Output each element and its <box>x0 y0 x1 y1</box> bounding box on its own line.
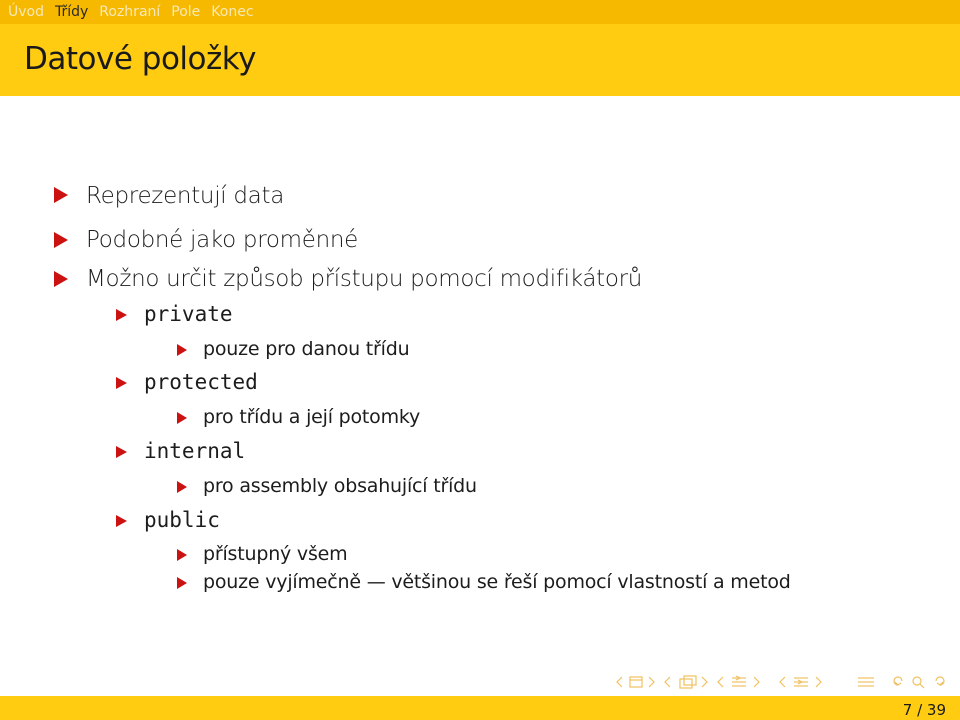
page-current: 7 <box>902 701 913 719</box>
nav-subsection-left-icon[interactable] <box>665 677 670 687</box>
nav-section-icon[interactable] <box>732 676 746 686</box>
frame-title: Datové položky <box>24 41 256 77</box>
nav-frame-right-icon[interactable] <box>649 677 654 687</box>
bullet-triangle-icon <box>116 515 127 527</box>
modifier-public-description-1: přístupný všem <box>203 543 348 565</box>
bullet-podobne-jako-promenne: Podobné jako proměnné <box>86 227 358 253</box>
section-navigation-bar <box>0 0 960 24</box>
page-number <box>903 701 946 719</box>
nav-align-icon[interactable] <box>858 678 874 686</box>
nav-item-konec[interactable]: Konec <box>211 4 254 20</box>
footer-bar <box>0 696 960 720</box>
bullet-triangle-icon <box>54 271 68 287</box>
bullet-triangle-icon <box>177 344 187 356</box>
bullet-triangle-icon <box>177 412 187 424</box>
nav-frame-left-icon[interactable] <box>617 677 622 687</box>
nav-subsection-right-icon[interactable] <box>702 677 707 687</box>
bullet-reprezentuji-data: Reprezentují data <box>86 183 284 209</box>
modifier-public-description-2: pouze vyjímečně — většinou se řeší pomocí vlastností a metod <box>203 571 791 593</box>
nav-item-rozhrani[interactable]: Rozhraní <box>99 4 161 20</box>
nav-subsection-icon[interactable] <box>680 676 696 688</box>
modifier-protected-description: pro třídu a její potomky <box>203 406 421 428</box>
nav-document-right-icon[interactable] <box>816 677 821 687</box>
bullet-triangle-icon <box>116 309 127 321</box>
modifier-internal-description: pro assembly obsahující třídu <box>203 475 477 497</box>
bullet-triangle-icon <box>177 549 187 561</box>
bullet-triangle-icon <box>116 446 127 458</box>
modifier-private-description: pouze pro danou třídu <box>203 338 410 360</box>
nav-item-uvod[interactable]: Úvod <box>8 4 44 20</box>
page-total: 39 <box>926 701 946 719</box>
nav-forward-icon[interactable] <box>936 677 944 685</box>
nav-document-left-icon[interactable] <box>780 677 785 687</box>
modifier-internal: internal <box>144 439 246 463</box>
nav-section-left-icon[interactable] <box>718 677 723 687</box>
modifier-public: public <box>144 508 220 532</box>
modifier-private: private <box>144 302 233 326</box>
nav-back-icon[interactable] <box>894 677 902 685</box>
bullet-triangle-icon <box>177 481 187 493</box>
nav-frame-icon[interactable] <box>630 677 642 687</box>
navigation-symbols <box>612 674 950 690</box>
bullet-triangle-icon <box>177 577 187 589</box>
nav-item-pole[interactable]: Pole <box>171 4 201 20</box>
bullet-mozno-urcit: Možno určit způsob přístupu pomocí modifikátorů <box>86 266 643 292</box>
bullet-triangle-icon <box>54 232 68 248</box>
nav-document-icon[interactable] <box>794 678 808 686</box>
bullet-triangle-icon <box>54 187 68 203</box>
nav-item-tridy[interactable]: Třídy <box>54 4 89 20</box>
nav-section-right-icon[interactable] <box>754 677 759 687</box>
modifier-protected: protected <box>144 370 258 394</box>
bullet-triangle-icon <box>116 377 127 389</box>
nav-search-icon[interactable] <box>913 677 924 688</box>
page-separator: / <box>917 701 923 719</box>
